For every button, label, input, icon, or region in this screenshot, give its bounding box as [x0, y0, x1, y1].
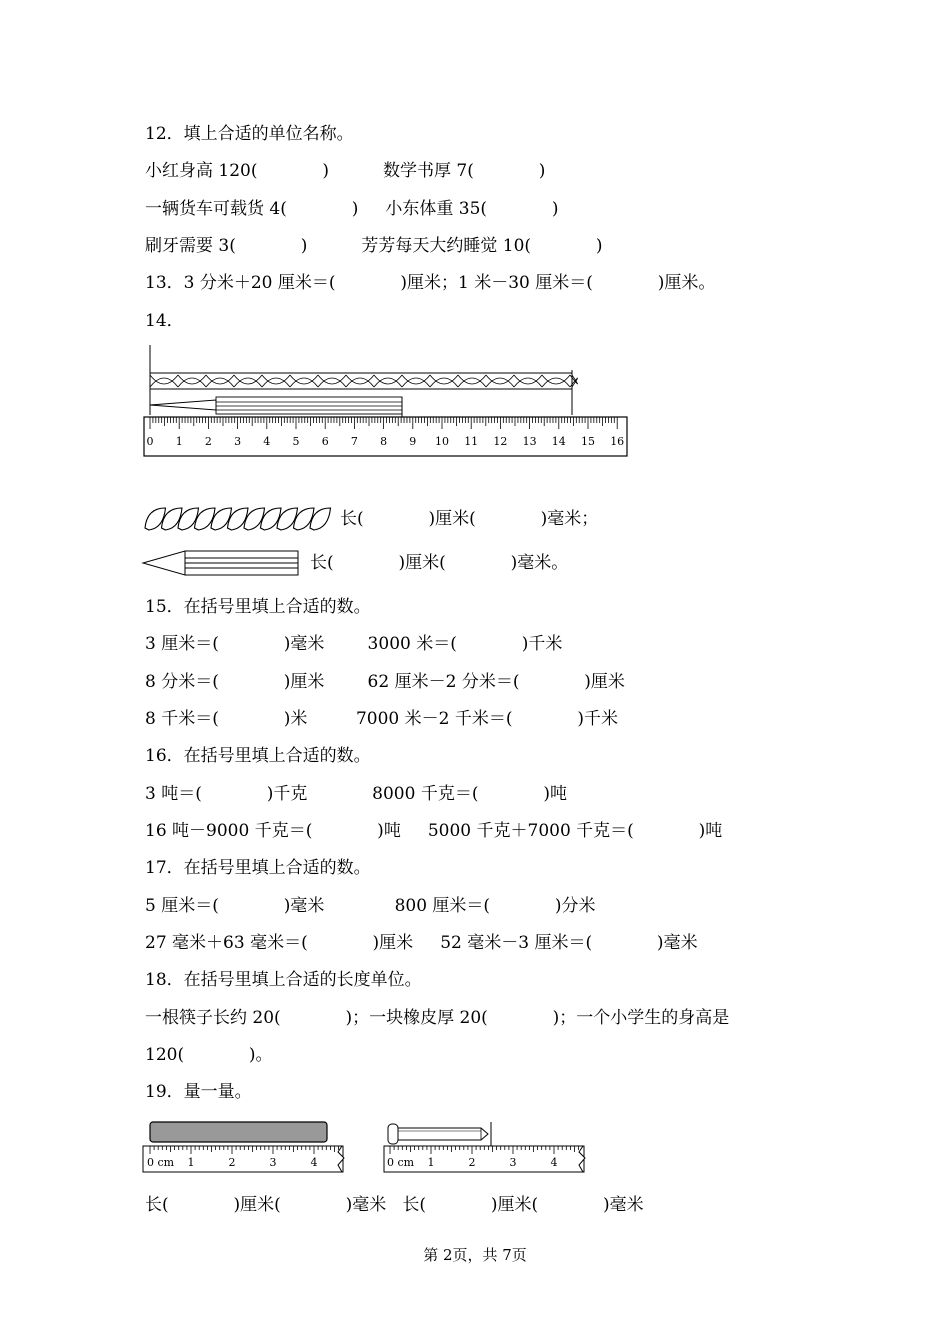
q14-rope-icon [143, 504, 333, 534]
ruler-label: 2 [204, 435, 212, 448]
ruler-label: 12 [493, 435, 508, 448]
q13-line: 13．3 分米＋20 厘米＝( )厘米；1 米－30 厘米＝( )厘米。 [145, 273, 716, 293]
ruler-label: 5 [292, 435, 300, 448]
ruler-label: 3 [234, 435, 242, 448]
q18-title: 18．在括号里填上合适的长度单位。 [145, 970, 422, 990]
q14-pencil-answer: 长( )厘米( )毫米。 [310, 553, 569, 573]
q19-answer: 长( )厘米( )毫米 长( )厘米( )毫米 [145, 1195, 644, 1215]
q14-ruler-figure [140, 345, 630, 460]
q15-line-2: 8 分米＝( )厘米 62 厘米－2 分米＝( )厘米 [145, 672, 625, 692]
ruler-label: 8 [380, 435, 388, 448]
q17-line-1: 5 厘米＝( )毫米 800 厘米＝( )分米 [145, 896, 596, 916]
ruler-label: 0 [146, 435, 154, 448]
ruler-label: 3 [269, 1156, 277, 1169]
ruler-label: 3 [509, 1156, 517, 1169]
ruler-label: 1 [427, 1156, 435, 1169]
q14-rope-answer: 长( )厘米( )毫米； [340, 509, 599, 529]
ruler-label: 4 [310, 1156, 318, 1169]
q12-line-3: 刷牙需要 3( ) 芳芳每天大约睡觉 10( ) [145, 236, 603, 256]
q15-line-3: 8 千米＝( )米 7000 米－2 千米＝( )千米 [145, 709, 618, 729]
page-footer: 第 2页，共 7页 [423, 1246, 527, 1264]
ruler-label: 7 [350, 435, 358, 448]
q14-rope-drawing [150, 373, 578, 389]
ruler-label: 14 [551, 435, 566, 448]
q12-title: 12．填上合适的单位名称。 [145, 124, 354, 144]
q19-ruler-1 [143, 1146, 344, 1172]
q19-eraser-ruler-figure [143, 1118, 353, 1174]
ruler-label: 0 cm [147, 1156, 175, 1169]
ruler-label: 15 [581, 435, 595, 448]
q18-line-2: 120( )。 [145, 1045, 273, 1065]
q17-title: 17．在括号里填上合适的数。 [145, 858, 371, 878]
q15-title: 15．在括号里填上合适的数。 [145, 597, 371, 617]
q16-line-1: 3 吨＝( )千克 8000 千克＝( )吨 [145, 784, 567, 804]
q14-title: 14． [145, 311, 184, 331]
q16-title: 16．在括号里填上合适的数。 [145, 746, 371, 766]
q12-line-1: 小红身高 120( ) 数学书厚 7( ) [145, 161, 546, 181]
q17-line-2: 27 毫米＋63 毫米＝( )厘米 52 毫米－3 厘米＝( )毫米 [145, 933, 698, 953]
q19-ruler-2 [384, 1146, 585, 1172]
ruler-label: 4 [263, 435, 271, 448]
q19-nail-drawing [388, 1122, 491, 1146]
q19-eraser-drawing [150, 1122, 327, 1142]
q14-pencil-drawing [150, 397, 402, 417]
q12-line-2: 一辆货车可载货 4( ) 小东体重 35( ) [145, 199, 559, 219]
ruler-label: 13 [522, 435, 537, 448]
ruler-label: 16 [610, 435, 625, 448]
q15-line-1: 3 厘米＝( )毫米 3000 米＝( )千米 [145, 634, 563, 654]
ruler-label: 2 [228, 1156, 236, 1169]
q19-nail-ruler-figure [384, 1118, 594, 1174]
q16-line-2: 16 吨－9000 千克＝( )吨 5000 千克＋7000 千克＝( )吨 [145, 821, 723, 841]
q18-line-1: 一根筷子长约 20( )；一块橡皮厚 20( )；一个小学生的身高是 [145, 1008, 730, 1028]
ruler-label: 10 [435, 435, 449, 448]
q14-pencil-icon [143, 547, 303, 579]
ruler-label: 1 [175, 435, 183, 448]
ruler-label: 9 [409, 435, 417, 448]
ruler-label: 11 [464, 435, 479, 448]
ruler-label: 2 [468, 1156, 476, 1169]
ruler-label: 1 [187, 1156, 195, 1169]
q19-title: 19．量一量。 [145, 1082, 252, 1102]
ruler-label: 6 [321, 435, 329, 448]
ruler-label: 4 [550, 1156, 558, 1169]
ruler-label: 0 cm [387, 1156, 415, 1169]
